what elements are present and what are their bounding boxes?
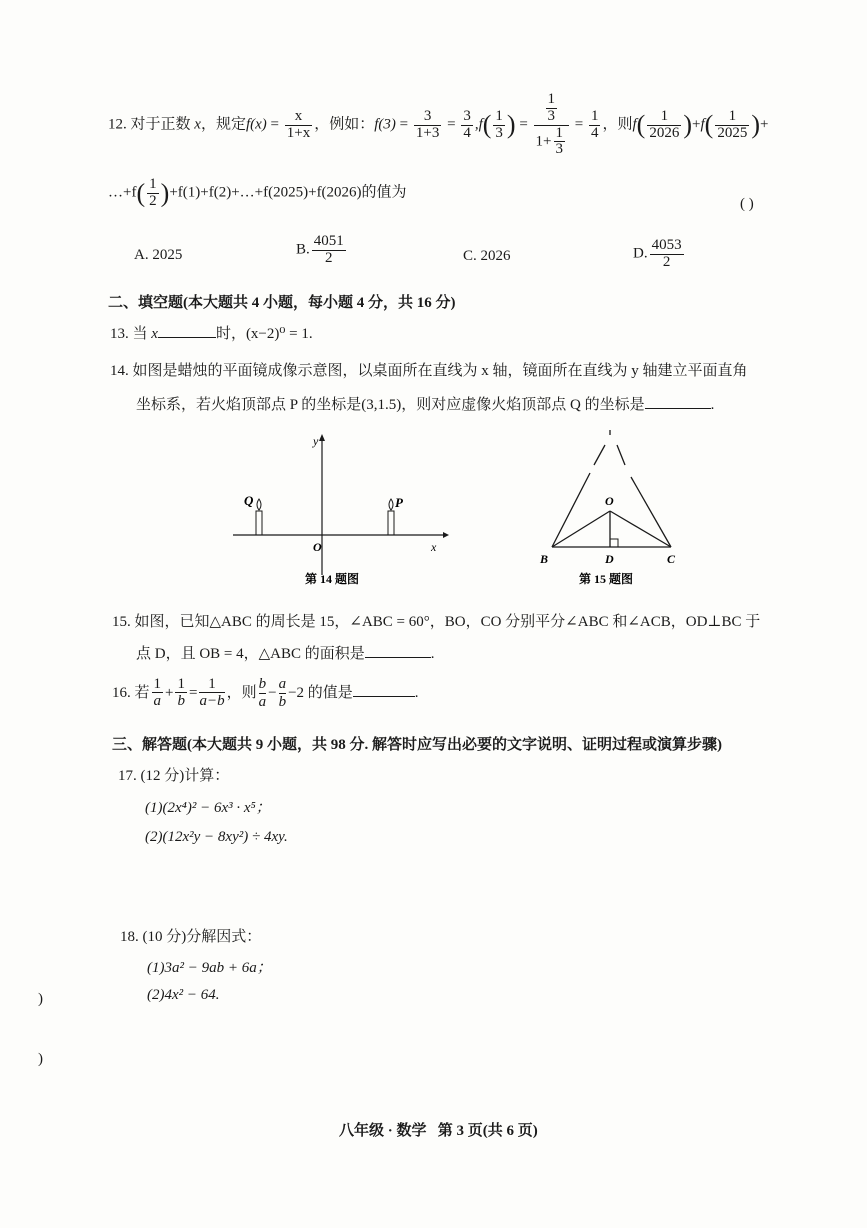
q12-line2-rest: +f(1)+f(2)+…+f(2025)+f(2026)的值为 (169, 184, 407, 201)
fig15-c-label: C (667, 552, 676, 566)
q12-sum-term2: $\frac{1}{2025}$ (717, 107, 748, 141)
q12-line1: 12. 对于正数 x，规定f(x) = $\frac{x}{1+x}$ ，例如：f(3) = $\frac{3}{1+3}$ = $\frac{3}{4}$ ,f( $\frac{1}{3}$ ) = $\frac{1}{3}$ 1+ $\frac{1}{3}$ = $\frac{1}{4}$ ，则f( $\frac{1}{2026}$ )+f( $\frac{1}{2025}$ )+ (108, 91, 769, 158)
q18-part1: (1)3a² − 9ab + 6a； (147, 960, 272, 976)
q12-f-of-x: f(x) (245, 116, 267, 133)
q17-part2: (2)(12x²y − 8xy²) ÷ 4xy. (145, 829, 288, 845)
q18-part2: (2)4x² − 64. (147, 987, 220, 1003)
q16: 16. 若 $\frac{1}{a}$ + $\frac{1}{b}$ = $\frac{1}{a-b}$ ，则 $\frac{b}{a}$ − $\frac{a}{b}$ −2 的值是 . (112, 675, 419, 710)
fig14-q-label: Q (244, 493, 254, 508)
section3-heading: 三、解答题(本大题共 9 小题，共 98 分. 解答时应写出必要的文字说明、证明过程或演算步骤) (112, 737, 722, 753)
q12-text-then: ，则 (602, 116, 633, 133)
q14-line2: 坐标系，若火焰顶部点 P 的坐标是(3,1.5)，则对应虚像火焰顶部点 Q 的坐标是 . (136, 397, 715, 413)
q15-line2: 点 D，且 OB = 4，△ABC 的面积是 . (136, 646, 435, 662)
page-footer: 八年级 · 数学 第 3 页(共 6 页) (339, 1123, 538, 1139)
section2-heading: 二、填空题(本大题共 4 小题，每小题 4 分，共 16 分) (108, 295, 456, 311)
q12-ex2-arg: $\frac{1}{3}$ (495, 107, 503, 141)
fig15-b-label: B (540, 552, 549, 566)
q12-answer-bracket: ( ) (740, 196, 754, 212)
option-a: A. 2025 (134, 247, 183, 263)
q12-ex2-complex-fraction: $\frac{1}{3}$ 1+ $\frac{1}{3}$ (534, 92, 569, 158)
q14-line1: 14. 如图是蜡烛的平面镜成像示意图，以桌面所在直线为 x 轴，镜面所在直线为 y 轴建立平面直角 (110, 363, 748, 379)
figure-15 (535, 425, 695, 595)
fig15-o-label: O (605, 494, 614, 508)
candle-p (388, 511, 394, 535)
fig14-caption: 第 14 题图 (305, 572, 360, 586)
flame-q (257, 499, 261, 510)
figure-14 (225, 425, 455, 595)
q12-var-x: x (194, 116, 201, 133)
q12-line2-start: …+f (108, 184, 137, 201)
q12-text-b: ，规定 (200, 116, 246, 133)
q13: 13. 当 x 时，(x−2)⁰ = 1. (110, 326, 313, 342)
fig15-caption: 第 15 题图 (579, 572, 634, 586)
q12-text-eg: ，例如： (314, 116, 375, 133)
fig14-x-label: x (431, 540, 437, 554)
margin-mark-2: ) (38, 1051, 43, 1067)
fig14-y-label: y (313, 434, 319, 448)
margin-mark-1: ) (38, 991, 43, 1007)
q12-ex1-result: $\frac{3}{4}$ (463, 107, 471, 141)
q18-title: 18. (10 分)分解因式： (120, 929, 262, 945)
option-c: C. 2026 (463, 248, 511, 264)
q12-line2: …+f( $\frac{1}{2}$ )+f(1)+f(2)+…+f(2025)+f(2026)的值为 (108, 176, 407, 209)
fig14-origin-label: O (313, 540, 322, 554)
q12-text-a: 对于正数 (130, 116, 191, 133)
q12-def-fraction: $\frac{x}{1+x}$ (286, 107, 311, 141)
candle-q (256, 511, 262, 535)
q12-f3: f(3) (374, 116, 396, 133)
option-b: B. $\frac{4051}{2}$ (296, 233, 344, 266)
q17-title: 17. (12 分)计算： (118, 768, 230, 784)
q12-number: 12. (108, 116, 127, 133)
q12-half-fraction: $\frac{1}{2}$ (149, 176, 157, 209)
flame-p (389, 499, 393, 510)
q12-sum-term1: $\frac{1}{2026}$ (649, 107, 680, 141)
fig15-d-label: D (605, 552, 614, 566)
q15-line1: 15. 如图，已知△ABC 的周长是 15，∠ABC = 60°，BO，CO 分别平分∠ABC 和∠ACB，OD⊥BC 于 (112, 614, 761, 630)
q17-part1: (1)(2x⁴)² − 6x³ · x⁵； (145, 800, 271, 816)
q12-ex1-fraction: $\frac{3}{1+3}$ (415, 107, 440, 141)
option-d: D. $\frac{4053}{2}$ (633, 237, 682, 270)
q12-ex2-result: $\frac{1}{4}$ (590, 107, 599, 141)
fig14-p-label: P (395, 495, 403, 510)
